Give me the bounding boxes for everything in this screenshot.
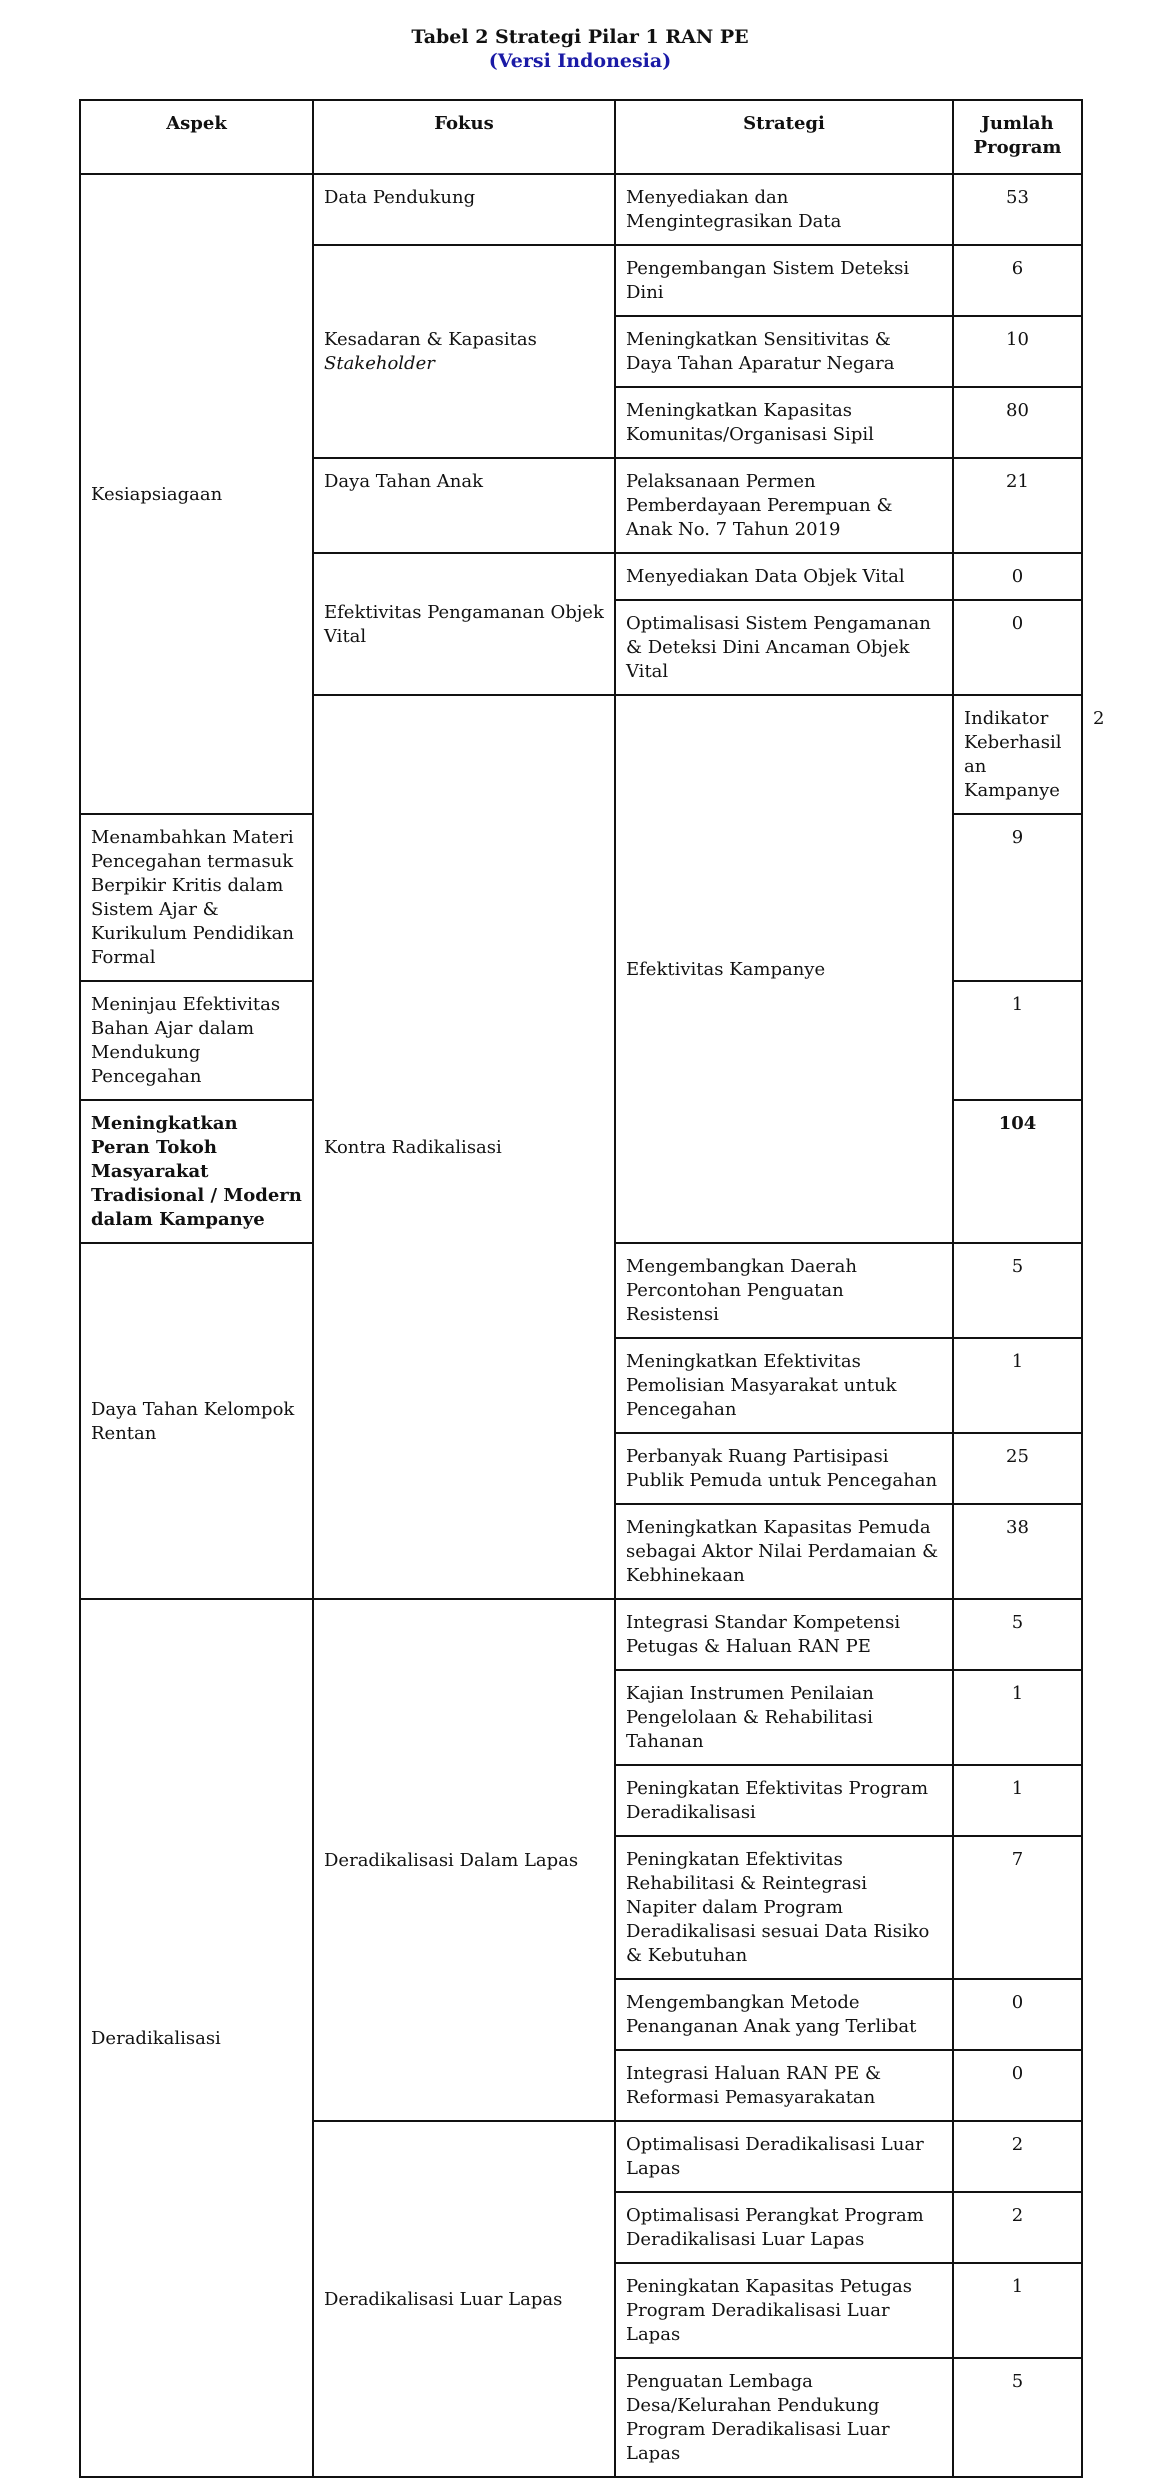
aspect-cell: Deradikalisasi xyxy=(80,1599,313,2477)
strategy-cell: Optimalisasi Sistem Pengamanan & Deteksi Dini Ancaman Objek Vital xyxy=(615,600,953,695)
program-count-cell: 21 xyxy=(953,458,1082,553)
program-count-cell: 1 xyxy=(953,1338,1082,1433)
strategy-cell: Peningkatan Efektivitas Rehabilitasi & Reintegrasi Napiter dalam Program Deradikalisasi sesuai Data Risiko & Kebutuhan xyxy=(615,1836,953,1979)
table-row xyxy=(80,1599,1082,1670)
header-jumlah-line1: Jumlah xyxy=(981,113,1054,134)
program-count-cell-highlight: 104 xyxy=(953,1100,1082,1243)
focus-cell: Data Pendukung xyxy=(313,174,615,245)
strategy-cell: Menyediakan dan Mengintegrasikan Data xyxy=(615,174,953,245)
table-row xyxy=(80,174,1082,245)
header-aspek: Aspek xyxy=(80,100,313,174)
program-count-cell: 9 xyxy=(953,814,1082,981)
program-count-cell: 25 xyxy=(953,1433,1082,1504)
focus-label: Kesadaran & Kapasitas xyxy=(324,329,537,350)
header-jumlah-program xyxy=(953,100,1082,174)
strategy-cell: Peningkatan Kapasitas Petugas Program Deradikalisasi Luar Lapas xyxy=(615,2263,953,2358)
header-fokus: Fokus xyxy=(313,100,615,174)
program-count-cell: 10 xyxy=(953,316,1082,387)
table-subtitle: (Versi Indonesia) xyxy=(488,50,672,72)
aspect-cell: Kesiapsiagaan xyxy=(80,174,313,814)
strategy-cell: Peningkatan Efektivitas Program Deradikalisasi xyxy=(615,1765,953,1836)
strategy-cell: Meninjau Efektivitas Bahan Ajar dalam Mendukung Pencegahan xyxy=(80,981,313,1100)
strategy-cell: Pelaksanaan Permen Pemberdayaan Perempuan & Anak No. 7 Tahun 2019 xyxy=(615,458,953,553)
strategy-cell: Optimalisasi Deradikalisasi Luar Lapas xyxy=(615,2121,953,2192)
focus-cell xyxy=(313,245,615,458)
program-count-cell: 1 xyxy=(953,981,1082,1100)
aspect-cell: Kontra Radikalisasi xyxy=(313,695,615,1599)
header-strategi: Strategi xyxy=(615,100,953,174)
focus-cell: Deradikalisasi Luar Lapas xyxy=(313,2121,615,2477)
program-count-cell: 5 xyxy=(953,1599,1082,1670)
strategy-cell: Kajian Instrumen Penilaian Pengelolaan & Rehabilitasi Tahanan xyxy=(615,1670,953,1765)
program-count-cell: 2 xyxy=(953,2121,1082,2192)
program-count-cell: 1 xyxy=(953,1765,1082,1836)
program-count-cell: 80 xyxy=(953,387,1082,458)
program-count-cell: 0 xyxy=(953,553,1082,600)
focus-label-italic: Stakeholder xyxy=(324,353,435,374)
strategy-cell: Menyediakan Data Objek Vital xyxy=(615,553,953,600)
program-count-cell: 53 xyxy=(953,174,1082,245)
header-jumlah-line2: Program xyxy=(973,137,1062,158)
strategy-cell: Meningkatkan Efektivitas Pemolisian Masyarakat untuk Pencegahan xyxy=(615,1338,953,1433)
table-row: Kontra Radikalisasi Efektivitas Kampanye Indikator Keberhasilan Kampanye 2 xyxy=(80,695,1082,814)
program-count-cell: 0 xyxy=(953,600,1082,695)
program-count-cell: 0 xyxy=(953,2050,1082,2121)
program-count-cell: 0 xyxy=(953,1979,1082,2050)
strategy-cell: Pengembangan Sistem Deteksi Dini xyxy=(615,245,953,316)
program-count-cell: 1 xyxy=(953,1670,1082,1765)
strategy-cell: Integrasi Standar Kompetensi Petugas & Haluan RAN PE xyxy=(615,1599,953,1670)
strategy-cell: Meningkatkan Kapasitas Komunitas/Organisasi Sipil xyxy=(615,387,953,458)
table-title: Tabel 2 Strategi Pilar 1 RAN PE xyxy=(411,26,749,48)
program-count-cell: 1 xyxy=(953,2263,1082,2358)
program-count-cell: 6 xyxy=(953,245,1082,316)
program-count-cell: 38 xyxy=(953,1504,1082,1599)
program-count-cell: 7 xyxy=(953,1836,1082,1979)
strategy-cell: Indikator Keberhasilan Kampanye xyxy=(953,695,1082,814)
program-count-cell: 5 xyxy=(953,2358,1082,2477)
strategy-cell: Perbanyak Ruang Partisipasi Publik Pemuda untuk Pencegahan xyxy=(615,1433,953,1504)
strategy-cell: Optimalisasi Perangkat Program Deradikalisasi Luar Lapas xyxy=(615,2192,953,2263)
header-row xyxy=(80,100,1082,174)
focus-cell: Efektivitas Pengamanan Objek Vital xyxy=(313,553,615,695)
strategy-cell: Mengembangkan Daerah Percontohan Penguatan Resistensi xyxy=(615,1243,953,1338)
program-count-cell: 2 xyxy=(953,2192,1082,2263)
focus-cell: Deradikalisasi Dalam Lapas xyxy=(313,1599,615,2121)
title-block xyxy=(0,25,1160,73)
strategy-cell: Integrasi Haluan RAN PE & Reformasi Pemasyarakatan xyxy=(615,2050,953,2121)
strategy-table xyxy=(79,99,1105,2478)
strategy-cell-highlight: Meningkatkan Peran Tokoh Masyarakat Tradisional / Modern dalam Kampanye xyxy=(80,1100,313,1243)
program-count-cell: 5 xyxy=(953,1243,1082,1338)
focus-cell: Daya Tahan Kelompok Rentan xyxy=(80,1243,313,1599)
focus-cell: Efektivitas Kampanye xyxy=(615,695,953,1243)
strategy-cell: Menambahkan Materi Pencegahan termasuk Berpikir Kritis dalam Sistem Ajar & Kurikulum Pendidikan Formal xyxy=(80,814,313,981)
strategy-cell: Meningkatkan Kapasitas Pemuda sebagai Aktor Nilai Perdamaian & Kebhinekaan xyxy=(615,1504,953,1599)
strategy-cell: Mengembangkan Metode Penanganan Anak yang Terlibat xyxy=(615,1979,953,2050)
strategy-cell: Penguatan Lembaga Desa/Kelurahan Pendukung Program Deradikalisasi Luar Lapas xyxy=(615,2358,953,2477)
focus-cell: Daya Tahan Anak xyxy=(313,458,615,553)
strategy-cell: Meningkatkan Sensitivitas & Daya Tahan Aparatur Negara xyxy=(615,316,953,387)
